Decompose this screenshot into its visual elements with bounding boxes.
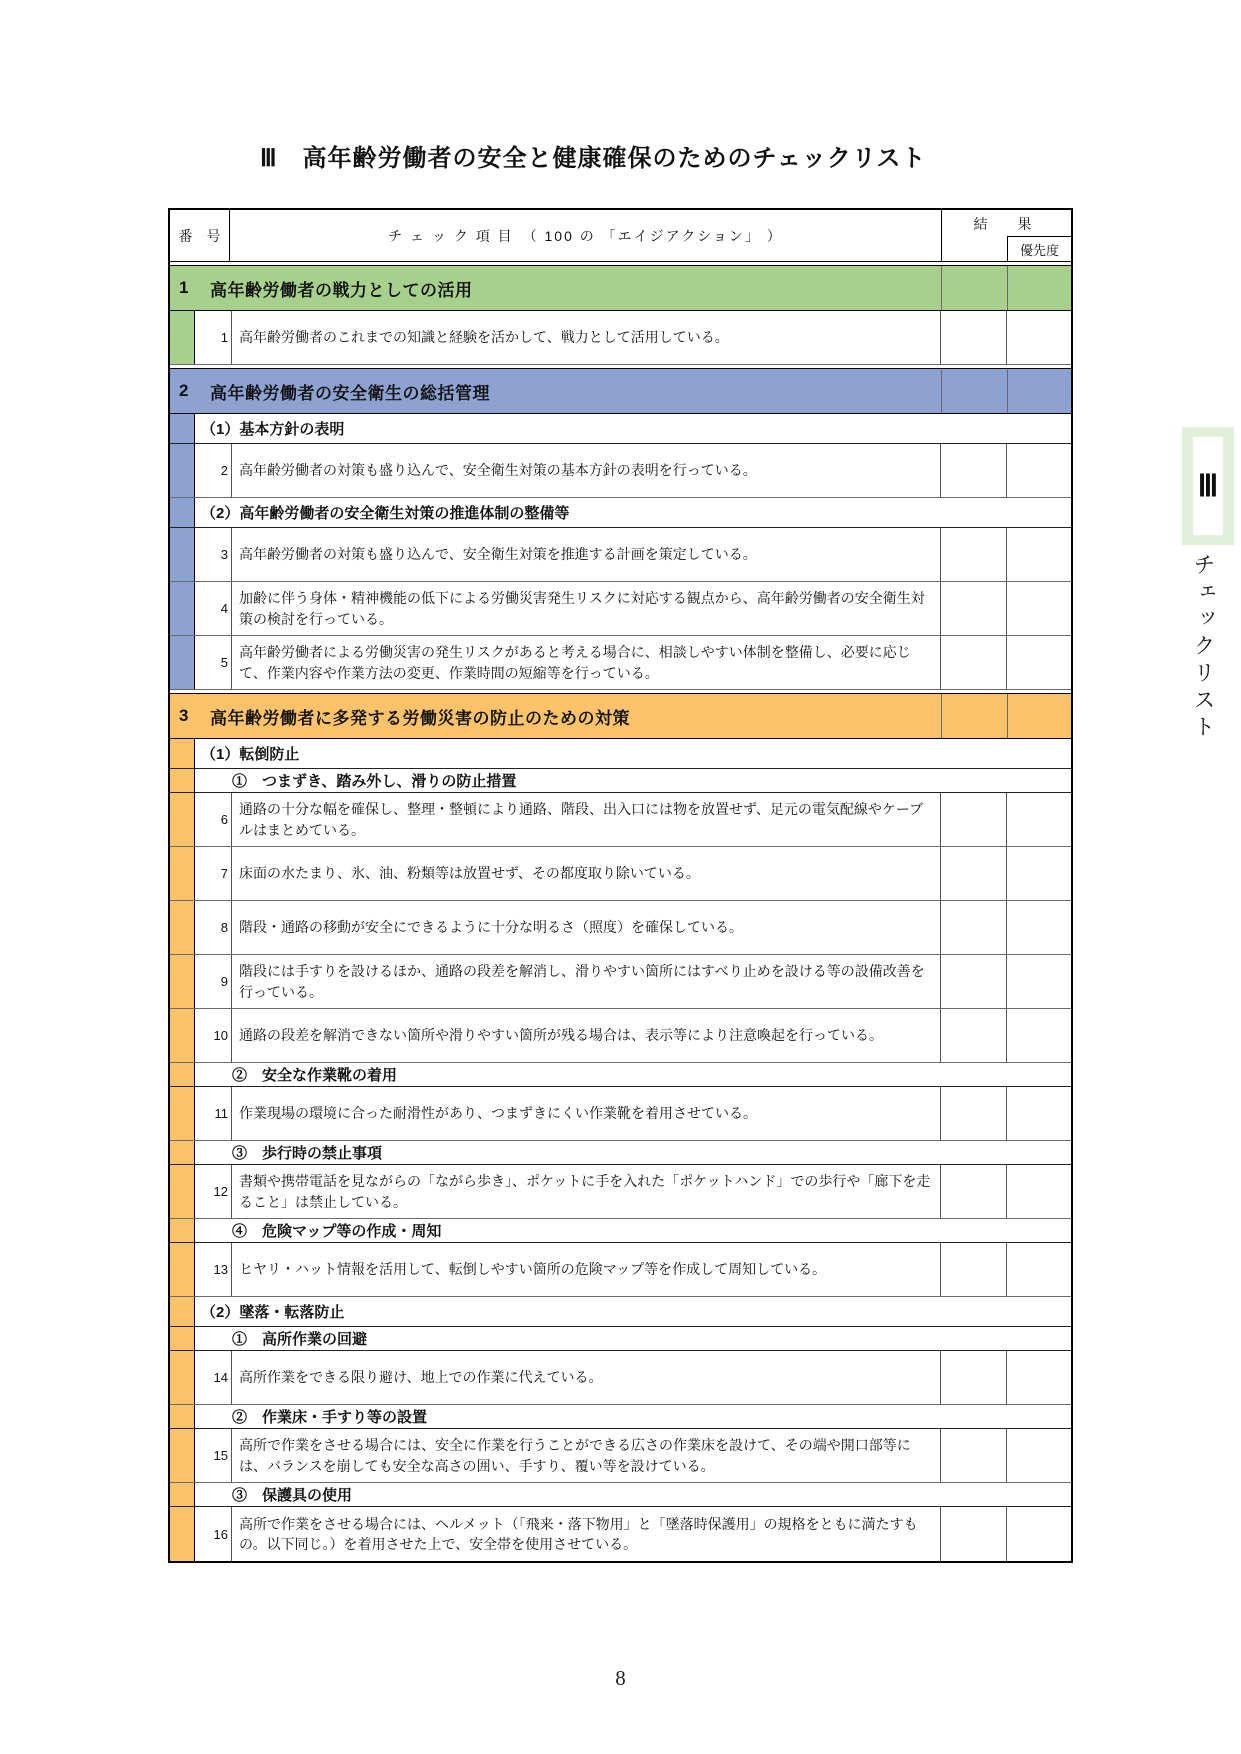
checklist-item-row [170, 444, 1071, 498]
section-color-strip [170, 1297, 195, 1326]
subsection-header-row [170, 498, 1071, 528]
subsection-title: （2）高年齢労働者の安全衛生対策の推進体制の整備等 [201, 505, 570, 522]
section-number: 2 [179, 381, 189, 400]
result-cell [941, 311, 1007, 364]
priority-cell [1007, 847, 1071, 900]
section-color-strip [170, 1009, 195, 1062]
section-color-strip [170, 636, 195, 689]
result-cell [941, 694, 1007, 738]
result-cell [941, 1507, 1007, 1561]
section-title: 高年齢労働者の戦力としての活用 [210, 280, 473, 300]
result-cell [941, 369, 1007, 413]
section-color-strip [170, 769, 195, 792]
section-color-strip [170, 793, 195, 846]
subsection-header-row [170, 739, 1071, 769]
section-color-strip [170, 1429, 195, 1482]
column-header-check-item: チ ェ ッ ク 項 目 （ 100 の 「エイジアクション」 ） [230, 210, 942, 261]
result-cell [941, 528, 1007, 581]
priority-cell [1007, 955, 1071, 1008]
section-color-strip [170, 311, 195, 364]
priority-cell [1007, 1243, 1071, 1296]
result-cell [941, 582, 1007, 635]
result-cell [941, 901, 1007, 954]
subsection-title: ① 高所作業の回避 [232, 1331, 368, 1348]
priority-cell [1007, 1507, 1071, 1561]
result-cell [941, 793, 1007, 846]
section-number: 1 [179, 278, 189, 297]
priority-cell [1007, 1009, 1071, 1062]
priority-cell [1007, 311, 1071, 364]
priority-cell [1007, 1087, 1071, 1140]
checklist-item-row [170, 1507, 1071, 1561]
section-color-strip [170, 1405, 195, 1428]
subsection-title: ③ 歩行時の禁止事項 [232, 1145, 383, 1162]
checklist-item-row [170, 1087, 1071, 1141]
item-number: 8 [195, 901, 232, 954]
item-number: 11 [195, 1087, 232, 1140]
item-text: 高所で作業をさせる場合には、ヘルメット（「飛来・落下物用」と「墜落時保護用」の規格をともに満たすもの。以下同じ。）を着用させた上で、安全帯を使用させている。 [232, 1507, 941, 1561]
priority-cell [1007, 444, 1071, 497]
item-text: 高年齢労働者の対策も盛り込んで、安全衛生対策を推進する計画を策定している。 [232, 528, 941, 581]
subsection-title: （1）転倒防止 [201, 746, 300, 763]
item-number: 2 [195, 444, 232, 497]
result-cell [941, 1165, 1007, 1218]
column-header-priority: 優先度 [1007, 236, 1071, 261]
subsection-title: ① つまずき、踏み外し、滑りの防止措置 [232, 773, 517, 790]
item-text: 高年齢労働者による労働災害の発生リスクがあると考える場合に、相談しやすい体制を整備し、必要に応じて、作業内容や作業方法の変更、作業時間の短縮等を行っている。 [232, 636, 941, 689]
checklist-item-row [170, 528, 1071, 582]
item-text: 床面の水たまり、氷、油、粉類等は放置せず、その都度取り除いている。 [232, 847, 941, 900]
section-color-strip [170, 847, 195, 900]
item-number: 9 [195, 955, 232, 1008]
item-number: 4 [195, 582, 232, 635]
subsubsection-header-row [170, 1219, 1071, 1243]
page-title: Ⅲ 高年齢労働者の安全と健康確保のためのチェックリスト [260, 145, 927, 172]
section-color-strip [170, 1063, 195, 1086]
section-color-strip [170, 1507, 195, 1561]
chapter-tab-label: チェックリスト [1191, 553, 1216, 742]
subsection-title: ② 安全な作業靴の着用 [232, 1067, 398, 1084]
section-number: 3 [179, 706, 189, 725]
item-text: 通路の段差を解消できない箇所や滑りやすい箇所が残る場合は、表示等により注意喚起を行っている。 [232, 1009, 941, 1062]
priority-cell [1007, 1351, 1071, 1404]
section-color-strip [170, 1219, 195, 1242]
item-text: 高所作業をできる限り避け、地上での作業に代えている。 [232, 1351, 941, 1404]
subsubsection-header-row [170, 1063, 1071, 1087]
item-text: 書類や携帯電話を見ながらの「ながら歩き」、ポケットに手を入れた「ポケットハンド」での歩行や「廊下を走ること」は禁止している。 [232, 1165, 941, 1218]
checklist-item-row [170, 1429, 1071, 1483]
item-text: 加齢に伴う身体・精神機能の低下による労働災害発生リスクに対応する観点から、高年齢労働者の安全衛生対策の検討を行っている。 [232, 582, 941, 635]
priority-cell [1007, 636, 1071, 689]
section-color-strip [170, 1483, 195, 1506]
item-number: 14 [195, 1351, 232, 1404]
table-body [170, 265, 1071, 1561]
checklist-item-row [170, 847, 1071, 901]
page-number: 8 [615, 1666, 626, 1690]
item-text: 高年齢労働者の対策も盛り込んで、安全衛生対策の基本方針の表明を行っている。 [232, 444, 941, 497]
chapter-tab [1182, 427, 1234, 545]
table-header-row [170, 210, 1071, 262]
result-cell [941, 636, 1007, 689]
item-text: 階段・通路の移動が安全にできるように十分な明るさ（照度）を確保している。 [232, 901, 941, 954]
section-title: 高年齢労働者の安全衛生の総括管理 [210, 383, 490, 403]
priority-cell [1007, 369, 1071, 413]
result-cell [941, 1351, 1007, 1404]
section-color-strip [170, 1141, 195, 1164]
result-cell [941, 955, 1007, 1008]
section-color-strip [170, 955, 195, 1008]
result-cell [941, 847, 1007, 900]
subsection-header-row [170, 414, 1071, 444]
item-number: 13 [195, 1243, 232, 1296]
item-number: 12 [195, 1165, 232, 1218]
item-text: 高所で作業をさせる場合には、安全に作業を行うことができる広さの作業床を設けて、その端や開口部等には、バランスを崩しても安全な高さの囲い、手すり、覆い等を設けている。 [232, 1429, 941, 1482]
checklist-item-row [170, 636, 1071, 690]
result-cell [941, 1009, 1007, 1062]
section-color-strip [170, 1351, 195, 1404]
section-title: 高年齢労働者に多発する労働災害の防止のための対策 [210, 708, 630, 728]
priority-cell [1007, 1429, 1071, 1482]
item-text: ヒヤリ・ハット情報を活用して、転倒しやすい箇所の危険マップ等を作成して周知している。 [232, 1243, 941, 1296]
priority-cell [1007, 901, 1071, 954]
subsubsection-header-row [170, 769, 1071, 793]
checklist-item-row [170, 1009, 1071, 1063]
section-color-strip [170, 1243, 195, 1296]
subsection-title: ③ 保護具の使用 [232, 1487, 353, 1504]
result-cell [941, 1087, 1007, 1140]
subsection-title: ② 作業床・手すり等の設置 [232, 1409, 428, 1426]
subsubsection-header-row [170, 1141, 1071, 1165]
result-cell [941, 1429, 1007, 1482]
checklist-item-row [170, 582, 1071, 636]
section-header-row [170, 693, 1071, 739]
result-cell [941, 266, 1007, 310]
checklist-table [168, 208, 1073, 1563]
section-color-strip [170, 444, 195, 497]
checklist-item-row [170, 1351, 1071, 1405]
priority-cell [1007, 694, 1071, 738]
column-header-number: 番 号 [170, 210, 230, 261]
result-cell [941, 1243, 1007, 1296]
checklist-item-row [170, 1165, 1071, 1219]
section-color-strip [170, 1165, 195, 1218]
item-number: 7 [195, 847, 232, 900]
priority-cell [1007, 266, 1071, 310]
section-color-strip [170, 1327, 195, 1350]
item-number: 15 [195, 1429, 232, 1482]
section-header-row [170, 368, 1071, 414]
section-color-strip [170, 739, 195, 768]
priority-cell [1007, 528, 1071, 581]
priority-cell [1007, 793, 1071, 846]
subsubsection-header-row [170, 1405, 1071, 1429]
item-text: 階段には手すりを設けるほか、通路の段差を解消し、滑りやすい箇所にはすべり止めを設ける等の設備改善を行っている。 [232, 955, 941, 1008]
checklist-item-row [170, 901, 1071, 955]
item-text: 作業現場の環境に合った耐滑性があり、つまずきにくい作業靴を着用させている。 [232, 1087, 941, 1140]
section-color-strip [170, 582, 195, 635]
item-number: 16 [195, 1507, 232, 1561]
result-cell [941, 444, 1007, 497]
section-color-strip [170, 528, 195, 581]
item-number: 10 [195, 1009, 232, 1062]
checklist-item-row [170, 793, 1071, 847]
chapter-tab-numeral: Ⅲ [1193, 437, 1223, 535]
section-color-strip [170, 901, 195, 954]
subsection-title: （2）墜落・転落防止 [201, 1304, 345, 1321]
item-text: 高年齢労働者のこれまでの知識と経験を活かして、戦力として活用している。 [232, 311, 941, 364]
column-header-result-group [942, 210, 1071, 261]
subsubsection-header-row [170, 1327, 1071, 1351]
subsubsection-header-row [170, 1483, 1071, 1507]
priority-cell [1007, 1165, 1071, 1218]
column-header-result: 結 果 [973, 216, 1040, 232]
section-color-strip [170, 1087, 195, 1140]
section-color-strip [170, 414, 195, 443]
checklist-item-row [170, 311, 1071, 365]
item-number: 3 [195, 528, 232, 581]
item-number: 5 [195, 636, 232, 689]
subsection-header-row [170, 1297, 1071, 1327]
item-number: 6 [195, 793, 232, 846]
section-color-strip [170, 498, 195, 527]
checklist-item-row [170, 1243, 1071, 1297]
item-text: 通路の十分な幅を確保し、整理・整頓により通路、階段、出入口には物を放置せず、足元の電気配線やケーブルはまとめている。 [232, 793, 941, 846]
subsection-title: ④ 危険マップ等の作成・周知 [232, 1223, 442, 1240]
section-header-row [170, 265, 1071, 311]
item-number: 1 [195, 311, 232, 364]
subsection-title: （1）基本方針の表明 [201, 421, 345, 438]
priority-cell [1007, 582, 1071, 635]
checklist-item-row [170, 955, 1071, 1009]
